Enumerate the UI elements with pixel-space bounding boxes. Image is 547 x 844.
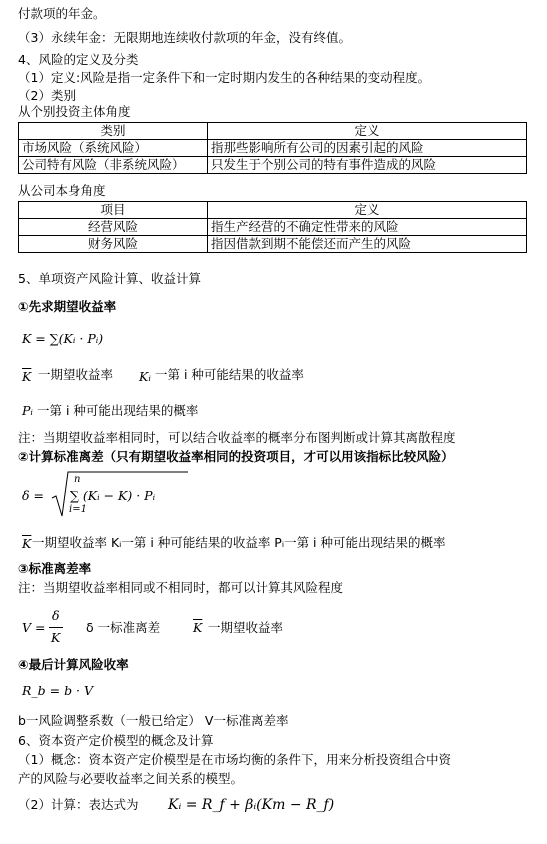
risk-table-investor <box>18 122 527 174</box>
text-line: 一期望收益率 Kᵢ一第 i 种可能结果的收益率 Pᵢ一第 i 种可能出现结果的概率 <box>32 535 446 550</box>
text-line: 产的风险与必要收益率之间关系的模型。 <box>18 771 244 786</box>
step-heading: ②计算标准离差（只有期望收益率相同的投资项目，才可以用该指标比较风险） <box>18 449 454 464</box>
Pi-symbol: Pᵢ <box>22 403 33 418</box>
table-cell: 只发生于个别公司的特有事件造成的风险 <box>208 157 527 174</box>
text-line: （3）永续年金：无限期地连续收付款项的年金，没有终值。 <box>18 30 351 45</box>
capm-formula: Kᵢ = R_f + βᵢ(Km − R_f) <box>168 797 335 813</box>
section-heading: 6、资本资产定价模型的概念及计算 <box>18 733 214 748</box>
K-symbol: $\overline{K}$ <box>22 536 32 551</box>
section-heading: 4、风险的定义及分类 <box>18 52 139 67</box>
text-line: （2）计算：表达式为 <box>18 797 139 812</box>
text-line: 一期望收益率 <box>208 620 284 635</box>
table-row <box>19 219 527 236</box>
step-heading: ③标准离差率 <box>18 561 92 576</box>
table-row <box>19 236 527 253</box>
text-line: 从个别投资主体角度 <box>18 104 131 119</box>
step-heading: ④最后计算风险收率 <box>18 657 129 672</box>
text-line: （2）类别 <box>18 88 76 103</box>
table-row <box>19 157 527 174</box>
table-header: 项目 <box>19 202 208 219</box>
text-line: 从公司本身角度 <box>18 183 106 198</box>
risk-table-company <box>18 201 527 253</box>
std-deviation-formula: δ = n ∑ (Kᵢ − K) · Pᵢ i=1 <box>22 470 222 520</box>
table-cell: 财务风险 <box>19 236 208 253</box>
text-line: 一第 i 种可能出现结果的概率 <box>37 403 199 418</box>
table-cell: 公司特有风险（非系统风险） <box>19 157 208 174</box>
text-line: （1）概念：资本资产定价模型是在市场均衡的条件下，用来分析投资组合中资 <box>18 752 451 767</box>
text-line: （1）定义:风险是指一定条件下和一定时期内发生的各种结果的变动程度。 <box>18 70 431 85</box>
table-header: 定义 <box>208 123 527 140</box>
text-line: 一第 i 种可能结果的收益率 <box>155 367 304 382</box>
table-cell: 指因借款到期不能偿还而产生的风险 <box>208 236 527 253</box>
table-header: 类别 <box>19 123 208 140</box>
text-line: 一期望收益率 <box>38 367 114 382</box>
table-cell: 指生产经营的不确定性带来的风险 <box>208 219 527 236</box>
note-line: 注：当期望收益率相同时，可以结合收益率的概率分布图判断或计算其离散程度 <box>18 430 456 445</box>
expected-return-formula: K = ∑(Kᵢ · Pᵢ) <box>22 331 104 346</box>
table-cell: 经营风险 <box>19 219 208 236</box>
Ki-symbol: Kᵢ <box>139 369 151 384</box>
K-symbol: $\overline{K}$ <box>193 620 203 635</box>
table-cell: 市场风险（系统风险） <box>19 140 208 157</box>
cv-formula: V = δ K <box>22 608 82 648</box>
text-line: 付款项的年金。 <box>18 6 106 21</box>
K-symbol: $\overline{K}$ <box>22 369 32 384</box>
table-row <box>19 140 527 157</box>
note-line: 注：当期望收益率相同或不相同时，都可以计算其风险程度 <box>18 580 344 595</box>
step-heading: ①先求期望收益率 <box>18 299 117 314</box>
table-cell: 指那些影响所有公司的因素引起的风险 <box>208 140 527 157</box>
text-line: δ 一标准离差 <box>86 620 161 635</box>
table-header: 定义 <box>208 202 527 219</box>
section-heading: 5、单项资产风险计算、收益计算 <box>18 271 201 286</box>
risk-return-formula: R_b = b · V <box>22 683 94 698</box>
text-line: b一风险调整系数（一般已给定） V一标准离差率 <box>18 713 289 728</box>
